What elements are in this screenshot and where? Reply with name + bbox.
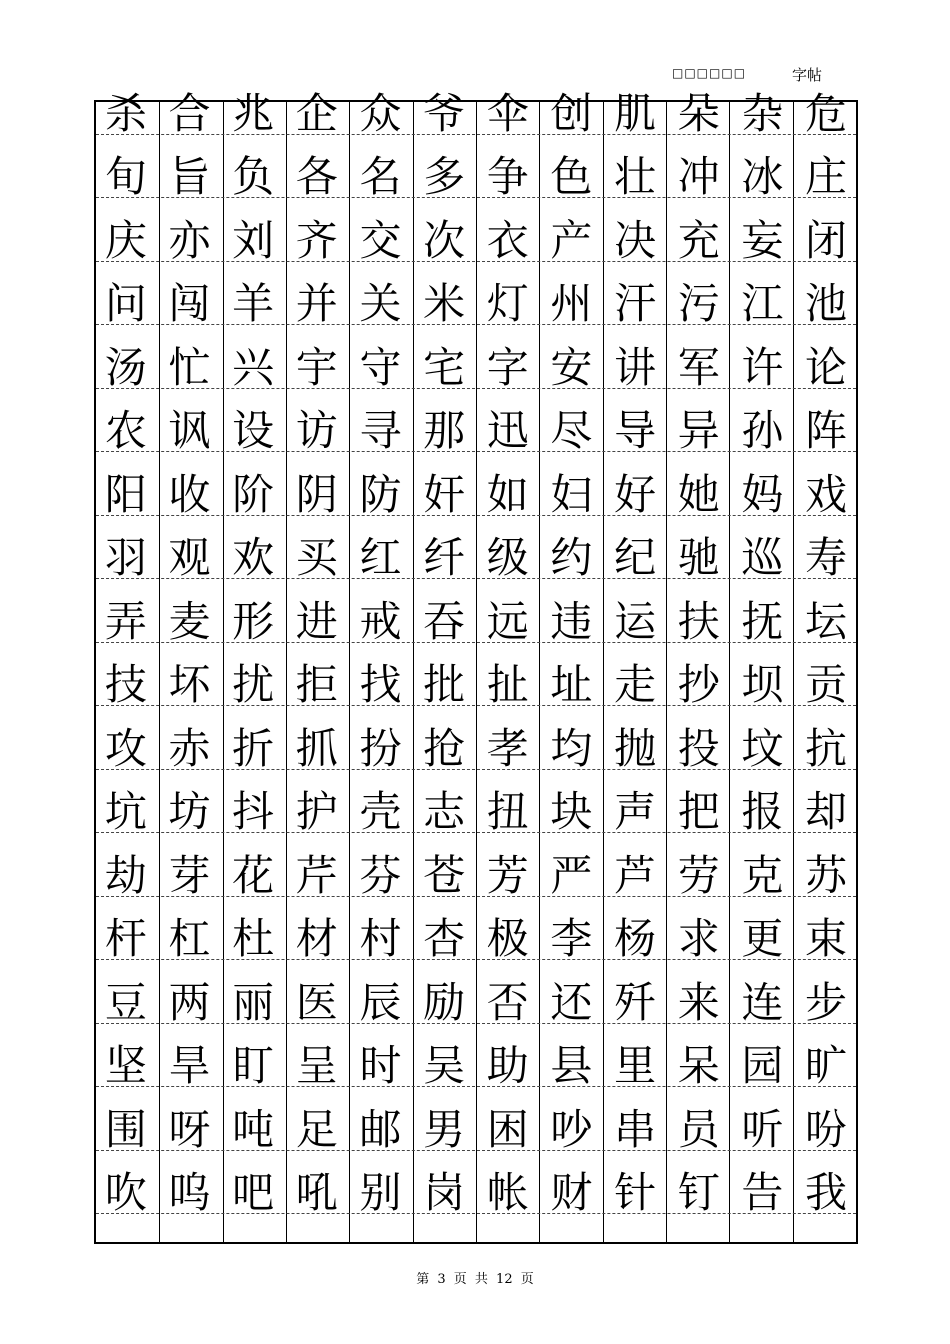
- character-row: [94, 781, 858, 845]
- character-cell: 批: [423, 660, 466, 710]
- character-cell: 坑: [104, 787, 147, 837]
- character-cell: 劳: [677, 850, 720, 900]
- character-cell: 巡: [741, 533, 784, 583]
- character-cell: 还: [550, 977, 593, 1027]
- character-cell: 盯: [232, 1041, 275, 1091]
- character-cell: 壳: [359, 787, 402, 837]
- character-cell: 员: [677, 1104, 720, 1154]
- character-cell: 告: [741, 1168, 784, 1218]
- character-cell: 妇: [550, 469, 593, 519]
- character-cell: 吴: [423, 1041, 466, 1091]
- character-cell: 守: [359, 342, 402, 392]
- character-row: [94, 654, 858, 718]
- character-cell: 争: [486, 152, 529, 202]
- character-cell: 爷: [423, 88, 466, 138]
- character-cell: 问: [104, 279, 147, 329]
- character-cell: 多: [423, 152, 466, 202]
- character-cell: 县: [550, 1041, 593, 1091]
- character-cell: 旷: [805, 1041, 848, 1091]
- character-cell: 危: [805, 88, 848, 138]
- character-cell: 众: [359, 88, 402, 138]
- character-cell: 阴: [295, 469, 338, 519]
- character-cell: 兆: [232, 88, 275, 138]
- character-cell: 产: [550, 215, 593, 265]
- character-row: [94, 463, 858, 527]
- character-cell: 江: [741, 279, 784, 329]
- character-cell: 企: [295, 88, 338, 138]
- character-cell: 别: [359, 1168, 402, 1218]
- header-title: 字帖: [792, 66, 823, 84]
- character-cell: 听: [741, 1104, 784, 1154]
- character-cell: 吨: [232, 1104, 275, 1154]
- character-cell: 邮: [359, 1104, 402, 1154]
- character-cell: 军: [677, 342, 720, 392]
- character-cell: 吩: [805, 1104, 848, 1154]
- character-cell: 阳: [104, 469, 147, 519]
- character-cell: 助: [486, 1041, 529, 1091]
- character-cell: 抢: [423, 723, 466, 773]
- character-cell: 扶: [677, 596, 720, 646]
- character-cell: 导: [614, 406, 657, 456]
- character-cell: 朵: [677, 88, 720, 138]
- character-cell: 杀: [104, 88, 147, 138]
- character-cell: 进: [295, 596, 338, 646]
- character-cell: 苍: [423, 850, 466, 900]
- character-cell: 汗: [614, 279, 657, 329]
- character-cell: 材: [295, 914, 338, 964]
- character-cell: 色: [550, 152, 593, 202]
- character-cell: 字: [486, 342, 529, 392]
- character-row: [94, 273, 858, 337]
- character-cell: 坏: [168, 660, 211, 710]
- character-cell: 迅: [486, 406, 529, 456]
- character-cell: 否: [486, 977, 529, 1027]
- character-cell: 闯: [168, 279, 211, 329]
- character-row: [94, 717, 858, 781]
- character-cell: 麦: [168, 596, 211, 646]
- character-cell: 忙: [168, 342, 211, 392]
- character-cell: 钉: [677, 1168, 720, 1218]
- character-cell: 刘: [232, 215, 275, 265]
- character-cell: 克: [741, 850, 784, 900]
- character-cell: 芳: [486, 850, 529, 900]
- character-cell: 园: [741, 1041, 784, 1091]
- character-row: [94, 209, 858, 273]
- character-cell: 旱: [168, 1041, 211, 1091]
- character-cell: 交: [359, 215, 402, 265]
- character-cell: 村: [359, 914, 402, 964]
- character-cell: 阵: [805, 406, 848, 456]
- character-cell: 讽: [168, 406, 211, 456]
- character-cell: 赤: [168, 723, 211, 773]
- character-cell: 严: [550, 850, 593, 900]
- character-cell: 扰: [232, 660, 275, 710]
- character-row: [94, 971, 858, 1035]
- character-cell: 讲: [614, 342, 657, 392]
- character-cell: 安: [550, 342, 593, 392]
- character-cell: 坚: [104, 1041, 147, 1091]
- character-cell: 芹: [295, 850, 338, 900]
- character-cell: 闭: [805, 215, 848, 265]
- character-cell: 豆: [104, 977, 147, 1027]
- character-cell: 纪: [614, 533, 657, 583]
- character-cell: 决: [614, 215, 657, 265]
- character-cell: 两: [168, 977, 211, 1027]
- character-cell: 串: [614, 1104, 657, 1154]
- character-cell: 防: [359, 469, 402, 519]
- character-cell: 纤: [423, 533, 466, 583]
- character-cell: 劫: [104, 850, 147, 900]
- character-cell: 扯: [486, 660, 529, 710]
- character-cell: 宅: [423, 342, 466, 392]
- character-row: [94, 82, 858, 146]
- character-cell: 抖: [232, 787, 275, 837]
- character-cell: 汤: [104, 342, 147, 392]
- character-cell: 冲: [677, 152, 720, 202]
- character-cell: 呈: [295, 1041, 338, 1091]
- character-cell: 杏: [423, 914, 466, 964]
- character-cell: 名: [359, 152, 402, 202]
- character-cell: 州: [550, 279, 593, 329]
- character-layer: [94, 82, 858, 1225]
- page-number: 第 3 页 共 12 页: [416, 1272, 534, 1287]
- character-cell: 戏: [805, 469, 848, 519]
- character-cell: 吼: [295, 1168, 338, 1218]
- character-cell: 攻: [104, 723, 147, 773]
- character-cell: 却: [805, 787, 848, 837]
- character-cell: 冰: [741, 152, 784, 202]
- character-cell: 抛: [614, 723, 657, 773]
- character-cell: 旨: [168, 152, 211, 202]
- character-cell: 辰: [359, 977, 402, 1027]
- character-cell: 吵: [550, 1104, 593, 1154]
- character-cell: 运: [614, 596, 657, 646]
- character-cell: 各: [295, 152, 338, 202]
- character-cell: 吧: [232, 1168, 275, 1218]
- character-cell: 米: [423, 279, 466, 329]
- character-cell: 苏: [805, 850, 848, 900]
- character-cell: 违: [550, 596, 593, 646]
- character-cell: 我: [805, 1168, 848, 1218]
- character-cell: 励: [423, 977, 466, 1027]
- character-row: [94, 146, 858, 210]
- character-cell: 欢: [232, 533, 275, 583]
- character-cell: 寻: [359, 406, 402, 456]
- character-cell: 抓: [295, 723, 338, 773]
- character-cell: 坝: [741, 660, 784, 710]
- character-cell: 抗: [805, 723, 848, 773]
- character-cell: 弄: [104, 596, 147, 646]
- character-cell: 衣: [486, 215, 529, 265]
- character-row: [94, 908, 858, 972]
- character-cell: 庄: [805, 152, 848, 202]
- character-cell: 块: [550, 787, 593, 837]
- character-cell: 声: [614, 787, 657, 837]
- character-cell: 设: [232, 406, 275, 456]
- character-cell: 花: [232, 850, 275, 900]
- character-cell: 充: [677, 215, 720, 265]
- character-cell: 连: [741, 977, 784, 1027]
- character-cell: 李: [550, 914, 593, 964]
- character-cell: 级: [486, 533, 529, 583]
- character-cell: 孝: [486, 723, 529, 773]
- character-cell: 围: [104, 1104, 147, 1154]
- character-cell: 走: [614, 660, 657, 710]
- character-cell: 庆: [104, 215, 147, 265]
- character-cell: 杨: [614, 914, 657, 964]
- character-cell: 抄: [677, 660, 720, 710]
- character-cell: 杆: [104, 914, 147, 964]
- character-cell: 吞: [423, 596, 466, 646]
- character-cell: 次: [423, 215, 466, 265]
- character-cell: 呀: [168, 1104, 211, 1154]
- character-cell: 她: [677, 469, 720, 519]
- character-cell: 扭: [486, 787, 529, 837]
- character-cell: 负: [232, 152, 275, 202]
- character-cell: 关: [359, 279, 402, 329]
- character-cell: 极: [486, 914, 529, 964]
- character-cell: 异: [677, 406, 720, 456]
- character-cell: 把: [677, 787, 720, 837]
- character-cell: 时: [359, 1041, 402, 1091]
- character-cell: 形: [232, 596, 275, 646]
- character-row: [94, 336, 858, 400]
- character-cell: 足: [295, 1104, 338, 1154]
- character-cell: 孙: [741, 406, 784, 456]
- character-cell: 杂: [741, 88, 784, 138]
- character-row: [94, 1098, 858, 1162]
- character-cell: 兴: [232, 342, 275, 392]
- character-cell: 吹: [104, 1168, 147, 1218]
- character-cell: 买: [295, 533, 338, 583]
- character-cell: 技: [104, 660, 147, 710]
- character-cell: 如: [486, 469, 529, 519]
- character-cell: 抚: [741, 596, 784, 646]
- character-cell: 贡: [805, 660, 848, 710]
- character-cell: 束: [805, 914, 848, 964]
- character-cell: 芦: [614, 850, 657, 900]
- character-cell: 远: [486, 596, 529, 646]
- character-cell: 红: [359, 533, 402, 583]
- character-cell: 创: [550, 88, 593, 138]
- character-cell: 好: [614, 469, 657, 519]
- character-cell: 污: [677, 279, 720, 329]
- character-cell: 男: [423, 1104, 466, 1154]
- character-cell: 折: [232, 723, 275, 773]
- character-cell: 呜: [168, 1168, 211, 1218]
- character-row: [94, 1035, 858, 1099]
- character-cell: 址: [550, 660, 593, 710]
- character-row: [94, 400, 858, 464]
- character-cell: 更: [741, 914, 784, 964]
- character-cell: 歼: [614, 977, 657, 1027]
- character-cell: 伞: [486, 88, 529, 138]
- character-cell: 灯: [486, 279, 529, 329]
- character-cell: 合: [168, 88, 211, 138]
- character-cell: 投: [677, 723, 720, 773]
- character-cell: 扮: [359, 723, 402, 773]
- character-cell: 护: [295, 787, 338, 837]
- character-cell: 羊: [232, 279, 275, 329]
- character-cell: 呆: [677, 1041, 720, 1091]
- character-row: [94, 527, 858, 591]
- character-cell: 丽: [232, 977, 275, 1027]
- character-cell: 杠: [168, 914, 211, 964]
- character-cell: 约: [550, 533, 593, 583]
- character-cell: 医: [295, 977, 338, 1027]
- character-cell: 志: [423, 787, 466, 837]
- character-cell: 杜: [232, 914, 275, 964]
- character-cell: 找: [359, 660, 402, 710]
- character-cell: 池: [805, 279, 848, 329]
- character-cell: 并: [295, 279, 338, 329]
- character-cell: 宇: [295, 342, 338, 392]
- character-cell: 亦: [168, 215, 211, 265]
- character-cell: 访: [295, 406, 338, 456]
- character-cell: 拒: [295, 660, 338, 710]
- character-cell: 坟: [741, 723, 784, 773]
- character-cell: 帐: [486, 1168, 529, 1218]
- character-row: [94, 844, 858, 908]
- header-garbled-text: □□□□□□: [672, 66, 747, 80]
- character-row: [94, 1162, 858, 1226]
- character-cell: 报: [741, 787, 784, 837]
- character-cell: 壮: [614, 152, 657, 202]
- character-cell: 羽: [104, 533, 147, 583]
- character-cell: 农: [104, 406, 147, 456]
- character-cell: 观: [168, 533, 211, 583]
- character-cell: 驰: [677, 533, 720, 583]
- character-cell: 收: [168, 469, 211, 519]
- character-cell: 齐: [295, 215, 338, 265]
- character-cell: 戒: [359, 596, 402, 646]
- character-cell: 旬: [104, 152, 147, 202]
- character-cell: 论: [805, 342, 848, 392]
- character-cell: 尽: [550, 406, 593, 456]
- character-cell: 均: [550, 723, 593, 773]
- character-cell: 岗: [423, 1168, 466, 1218]
- character-cell: 困: [486, 1104, 529, 1154]
- character-cell: 那: [423, 406, 466, 456]
- character-row: [94, 590, 858, 654]
- character-cell: 妄: [741, 215, 784, 265]
- character-cell: 来: [677, 977, 720, 1027]
- character-cell: 坊: [168, 787, 211, 837]
- character-cell: 里: [614, 1041, 657, 1091]
- character-cell: 芬: [359, 850, 402, 900]
- character-cell: 阶: [232, 469, 275, 519]
- character-cell: 寿: [805, 533, 848, 583]
- character-cell: 坛: [805, 596, 848, 646]
- character-cell: 财: [550, 1168, 593, 1218]
- character-cell: 步: [805, 977, 848, 1027]
- character-cell: 肌: [614, 88, 657, 138]
- character-cell: 针: [614, 1168, 657, 1218]
- character-cell: 求: [677, 914, 720, 964]
- character-cell: 许: [741, 342, 784, 392]
- character-cell: 芽: [168, 850, 211, 900]
- character-cell: 妈: [741, 469, 784, 519]
- character-cell: 奸: [423, 469, 466, 519]
